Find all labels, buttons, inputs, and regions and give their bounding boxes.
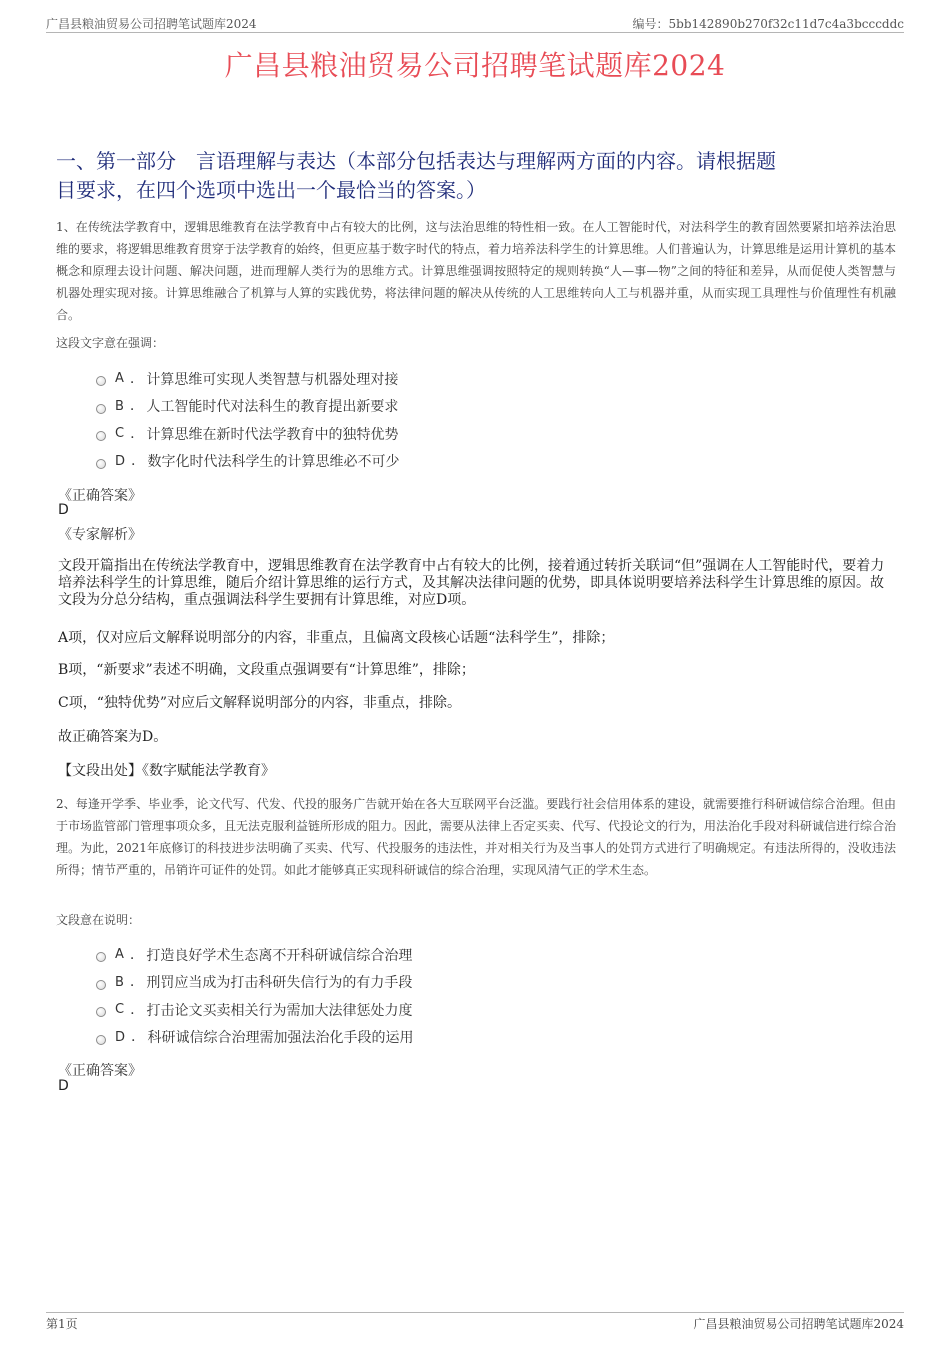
question-2-text: 2、每逢开学季、毕业季，论文代写、代发、代投的服务广告就开始在各大互联网平台泛滥。要践行社会信用体系的建设，就需要推行科研诚信综合治理。但由于市场监管部门管理事项众多，且无法克服利益链所形成的阻力。因此，需要从法律上否定买卖、代写、代投论文的行为，用法治化手段对科研诚信进行综合治理。为此，2021年底修订的科技进步法明确了买卖、代写、代投服务的违法性，并对相关行为及当事人的处罚方式进行了明确规定。有违法所得的，没收违法所得；情节严重的，吊销许可证件的处罚。如此才能够真正实现科研诚信的综合治理，实现风清气正的学术生态。 <box>56 797 897 877</box>
option-text: 科研诚信综合治理需加强法治化手段的运用 <box>147 1030 414 1047</box>
page-footer <box>46 1312 904 1331</box>
radio-icon[interactable] <box>96 431 106 441</box>
section-heading-line-2: 目要求，在四个选项中选出一个最恰当的答案。） <box>56 178 486 202</box>
option-letter: D <box>115 453 126 469</box>
analysis-paragraph: A项，仅对应后文解释说明部分的内容，非重点，且偏离文段核心话题“法科学生”，排除； <box>58 630 615 646</box>
option-letter: B <box>115 398 124 414</box>
document-title: 广昌县粮油贸易公司招聘笔试题库2024 <box>224 49 726 82</box>
analysis-paragraph: 故正确答案为D。 <box>58 729 168 745</box>
analysis-paragraph: C项，“独特优势”对应后文解释说明部分的内容，非重点，排除。 <box>58 695 462 711</box>
option-letter: D <box>115 1029 126 1045</box>
question-1-answer-label: 《正确答案》 <box>58 488 142 504</box>
option-separator: . <box>131 1029 136 1046</box>
question-1-conclusion <box>58 729 890 746</box>
question-1-option-c[interactable] <box>96 420 399 448</box>
page-number: 第1页 <box>46 1317 78 1331</box>
option-letter: C <box>115 426 125 442</box>
option-separator: . <box>129 398 135 415</box>
question-2-option-a[interactable] <box>96 941 413 969</box>
question-1-text: 1、在传统法学教育中，逻辑思维教育在法学教育中占有较大的比例，这与法治思维的特性相一致。在人工智能时代，对法科学生的教育固然要紧扣培养法治思维的要求，将逻辑思维教育贯穿于法学教育的始终，但更应基于数字时代的特点，着力培养法科学生的计算思维。人们普遍认为，计算思维是运用计算机的基本概念和原理去设计问题、解决问题，进而理解人类行为的思维方式。计算思维强调按照特定的规则转换“人—事—物”之间的特征和差异，从而促使人类智慧与机器处理实现对接。计算思维融合了机算与人算的实践优势，将法律问题的解决从传统的人工思维转向人工与机器并重，从而实现工具理性与价值理性有机融合。 <box>56 220 897 322</box>
radio-icon[interactable] <box>96 404 106 414</box>
question-2-answer: D <box>58 1078 69 1094</box>
question-1-answer: D <box>58 502 69 518</box>
question-2-option-c[interactable] <box>96 996 413 1024</box>
question-1-source <box>58 763 890 780</box>
radio-icon[interactable] <box>96 980 106 990</box>
option-separator: . <box>129 370 135 387</box>
question-1-analysis-c <box>58 695 890 712</box>
question-2-options <box>96 941 413 1051</box>
question-2-answer-label: 《正确答案》 <box>58 1063 142 1079</box>
radio-icon[interactable] <box>96 952 106 962</box>
radio-icon[interactable] <box>96 459 106 469</box>
option-separator: . <box>129 946 135 963</box>
question-1-analysis-b <box>58 662 890 679</box>
radio-icon[interactable] <box>96 376 106 386</box>
analysis-paragraph: 【文段出处】《数字赋能法学教育》 <box>58 763 275 779</box>
option-text: 数字化时代法科学生的计算思维必不可少 <box>147 454 400 471</box>
question-1-options <box>96 365 399 475</box>
option-letter: A <box>115 371 124 387</box>
analysis-paragraph: B项，“新要求”表述不明确，文段重点强调要有“计算思维”，排除； <box>58 662 475 678</box>
option-text: 计算思维在新时代法学教育中的独特优势 <box>146 426 399 443</box>
option-letter: C <box>115 1002 125 1018</box>
question-1-option-b[interactable] <box>96 393 399 421</box>
question-1-analysis-label: 《专家解析》 <box>58 527 142 543</box>
question-1-analysis <box>58 558 890 609</box>
option-separator: . <box>131 453 136 470</box>
option-letter: B <box>115 974 124 990</box>
option-separator: . <box>129 974 135 991</box>
question-1-analysis-a <box>58 630 890 647</box>
question-2-prompt: 文段意在说明： <box>56 913 141 927</box>
option-text: 人工智能时代对法科生的教育提出新要求 <box>146 399 399 416</box>
question-2-option-d[interactable] <box>96 1024 413 1052</box>
option-separator: . <box>130 425 135 442</box>
analysis-paragraph: 文段开篇指出在传统法学教育中，逻辑思维教育在法学教育中占有较大的比例，接着通过转折关联词“但”强调在人工智能时代，要着力培养法科学生的计算思维，随后介绍计算思维的运行方式，及其解决法律问题的优势，即具体说明要培养法科学生计算思维的原因。故文段为分总分结构，重点强调法科学生要拥有计算思维，对应D项。 <box>58 558 885 608</box>
option-letter: A <box>115 947 124 963</box>
radio-icon[interactable] <box>96 1035 106 1045</box>
page-header <box>46 14 904 33</box>
option-text: 刑罚应当成为打击科研失信行为的有力手段 <box>146 975 413 992</box>
option-text: 打击论文买卖相关行为需加大法律惩处力度 <box>146 1002 413 1019</box>
radio-icon[interactable] <box>96 1007 106 1017</box>
option-text: 打造良好学术生态离不开科研诚信综合治理 <box>146 947 413 964</box>
option-separator: . <box>130 1001 135 1018</box>
section-heading <box>56 147 896 205</box>
question-1-prompt: 这段文字意在强调： <box>56 336 165 350</box>
question-1-option-d[interactable] <box>96 448 399 476</box>
option-text: 计算思维可实现人类智慧与机器处理对接 <box>146 371 399 388</box>
header-doc-number: 编号：5bb142890b270f32c11d7c4a3bcccddc <box>632 17 904 31</box>
section-heading-line-1: 一、第一部分 言语理解与表达（本部分包括表达与理解两方面的内容。请根据题 <box>56 149 776 173</box>
footer-doc-title: 广昌县粮油贸易公司招聘笔试题库2024 <box>693 1317 904 1331</box>
header-doc-title: 广昌县粮油贸易公司招聘笔试题库2024 <box>46 17 257 31</box>
question-2-option-b[interactable] <box>96 969 413 997</box>
question-1-option-a[interactable] <box>96 365 399 393</box>
